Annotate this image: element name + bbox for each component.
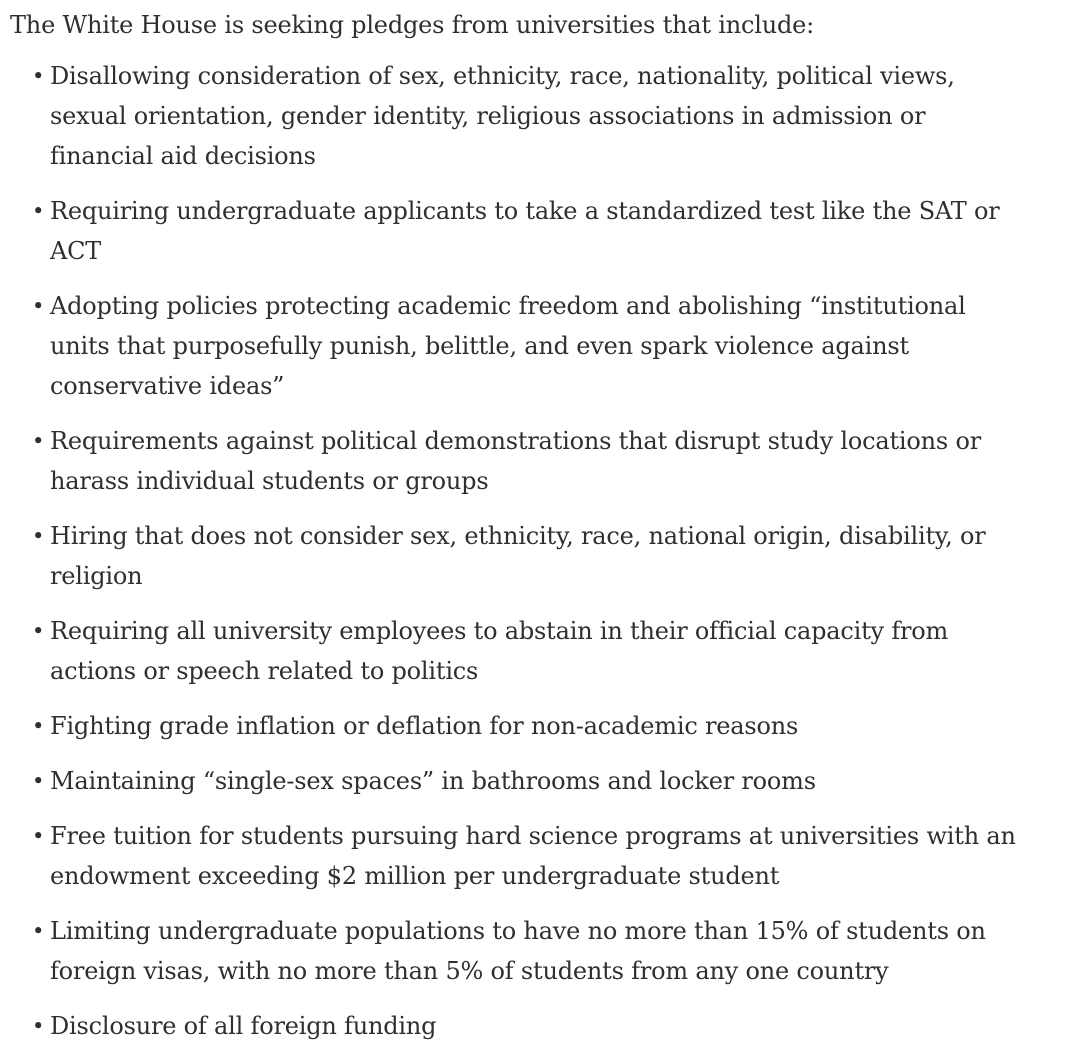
list-item-line: Maintaining “single-sex spaces” in bathrooms and locker rooms	[50, 767, 816, 795]
list-item-line: Requirements against political demonstrations that disrupt study locations or	[50, 427, 981, 455]
intro-text: The White House is seeking pledges from universities that include:	[10, 11, 815, 39]
list-item-line: Requiring all university employees to abstain in their official capacity from	[50, 617, 949, 645]
list-item-line: foreign visas, with no more than 5% of students from any one country	[50, 957, 889, 985]
list-item-line: Adopting policies protecting academic freedom and abolishing “institutional	[50, 292, 966, 320]
list-item	[32, 911, 1070, 991]
list-item-line: sexual orientation, gender identity, religious associations in admission or	[50, 102, 926, 130]
list-item-text	[50, 706, 798, 746]
list-item-text	[50, 911, 986, 991]
list-item	[32, 421, 1070, 501]
list-item-text	[50, 56, 955, 176]
bullet-icon: •	[32, 294, 45, 318]
bullet-icon: •	[32, 429, 45, 453]
list-item-text	[50, 816, 1016, 896]
list-item	[32, 611, 1070, 691]
list-item	[32, 286, 1070, 406]
list-item	[32, 191, 1070, 271]
bullet-icon: •	[32, 64, 45, 88]
list-item-line: Free tuition for students pursuing hard science programs at universities with an	[50, 822, 1016, 850]
list-item-line: Disallowing consideration of sex, ethnicity, race, nationality, political views,	[50, 62, 955, 90]
list-item	[32, 516, 1070, 596]
list-item-line: Hiring that does not consider sex, ethnicity, race, national origin, disability, or	[50, 522, 986, 550]
list-item-text	[50, 611, 948, 691]
list-item-line: Limiting undergraduate populations to have no more than 15% of students on	[50, 917, 986, 945]
list-item-text	[50, 191, 1000, 271]
list-item-text	[50, 421, 981, 501]
list-item-text	[50, 1006, 436, 1046]
bullet-icon: •	[32, 714, 45, 738]
list-item	[32, 1006, 1070, 1046]
list-item	[32, 816, 1070, 896]
bullet-icon: •	[32, 199, 45, 223]
list-item-text	[50, 761, 816, 801]
bullet-icon: •	[32, 1014, 45, 1038]
list-item-line: ACT	[50, 237, 102, 265]
list-item-line: conservative ideas”	[50, 372, 285, 400]
list-item-text	[50, 286, 966, 406]
list-item-line: units that purposefully punish, belittle, and even spark violence against	[50, 332, 909, 360]
list-item-line: harass individual students or groups	[50, 467, 489, 495]
bullet-icon: •	[32, 824, 45, 848]
bullet-icon: •	[32, 619, 45, 643]
bullet-icon: •	[32, 769, 45, 793]
bullet-icon: •	[32, 919, 45, 943]
list-item	[32, 56, 1070, 176]
list-item-line: religion	[50, 562, 143, 590]
list-item	[32, 706, 1070, 746]
list-item-line: Fighting grade inflation or deflation for non-academic reasons	[50, 712, 799, 740]
list-item-line: Requiring undergraduate applicants to take a standardized test like the SAT or	[50, 197, 1000, 225]
list-item-line: actions or speech related to politics	[50, 657, 479, 685]
list-item-line: financial aid decisions	[50, 142, 316, 170]
pledge-list	[10, 56, 1070, 1046]
list-item	[32, 761, 1070, 801]
bullet-icon: •	[32, 524, 45, 548]
list-item-line: endowment exceeding $2 million per undergraduate student	[50, 862, 780, 890]
list-item-line: Disclosure of all foreign funding	[50, 1012, 437, 1040]
list-item-text	[50, 516, 985, 596]
